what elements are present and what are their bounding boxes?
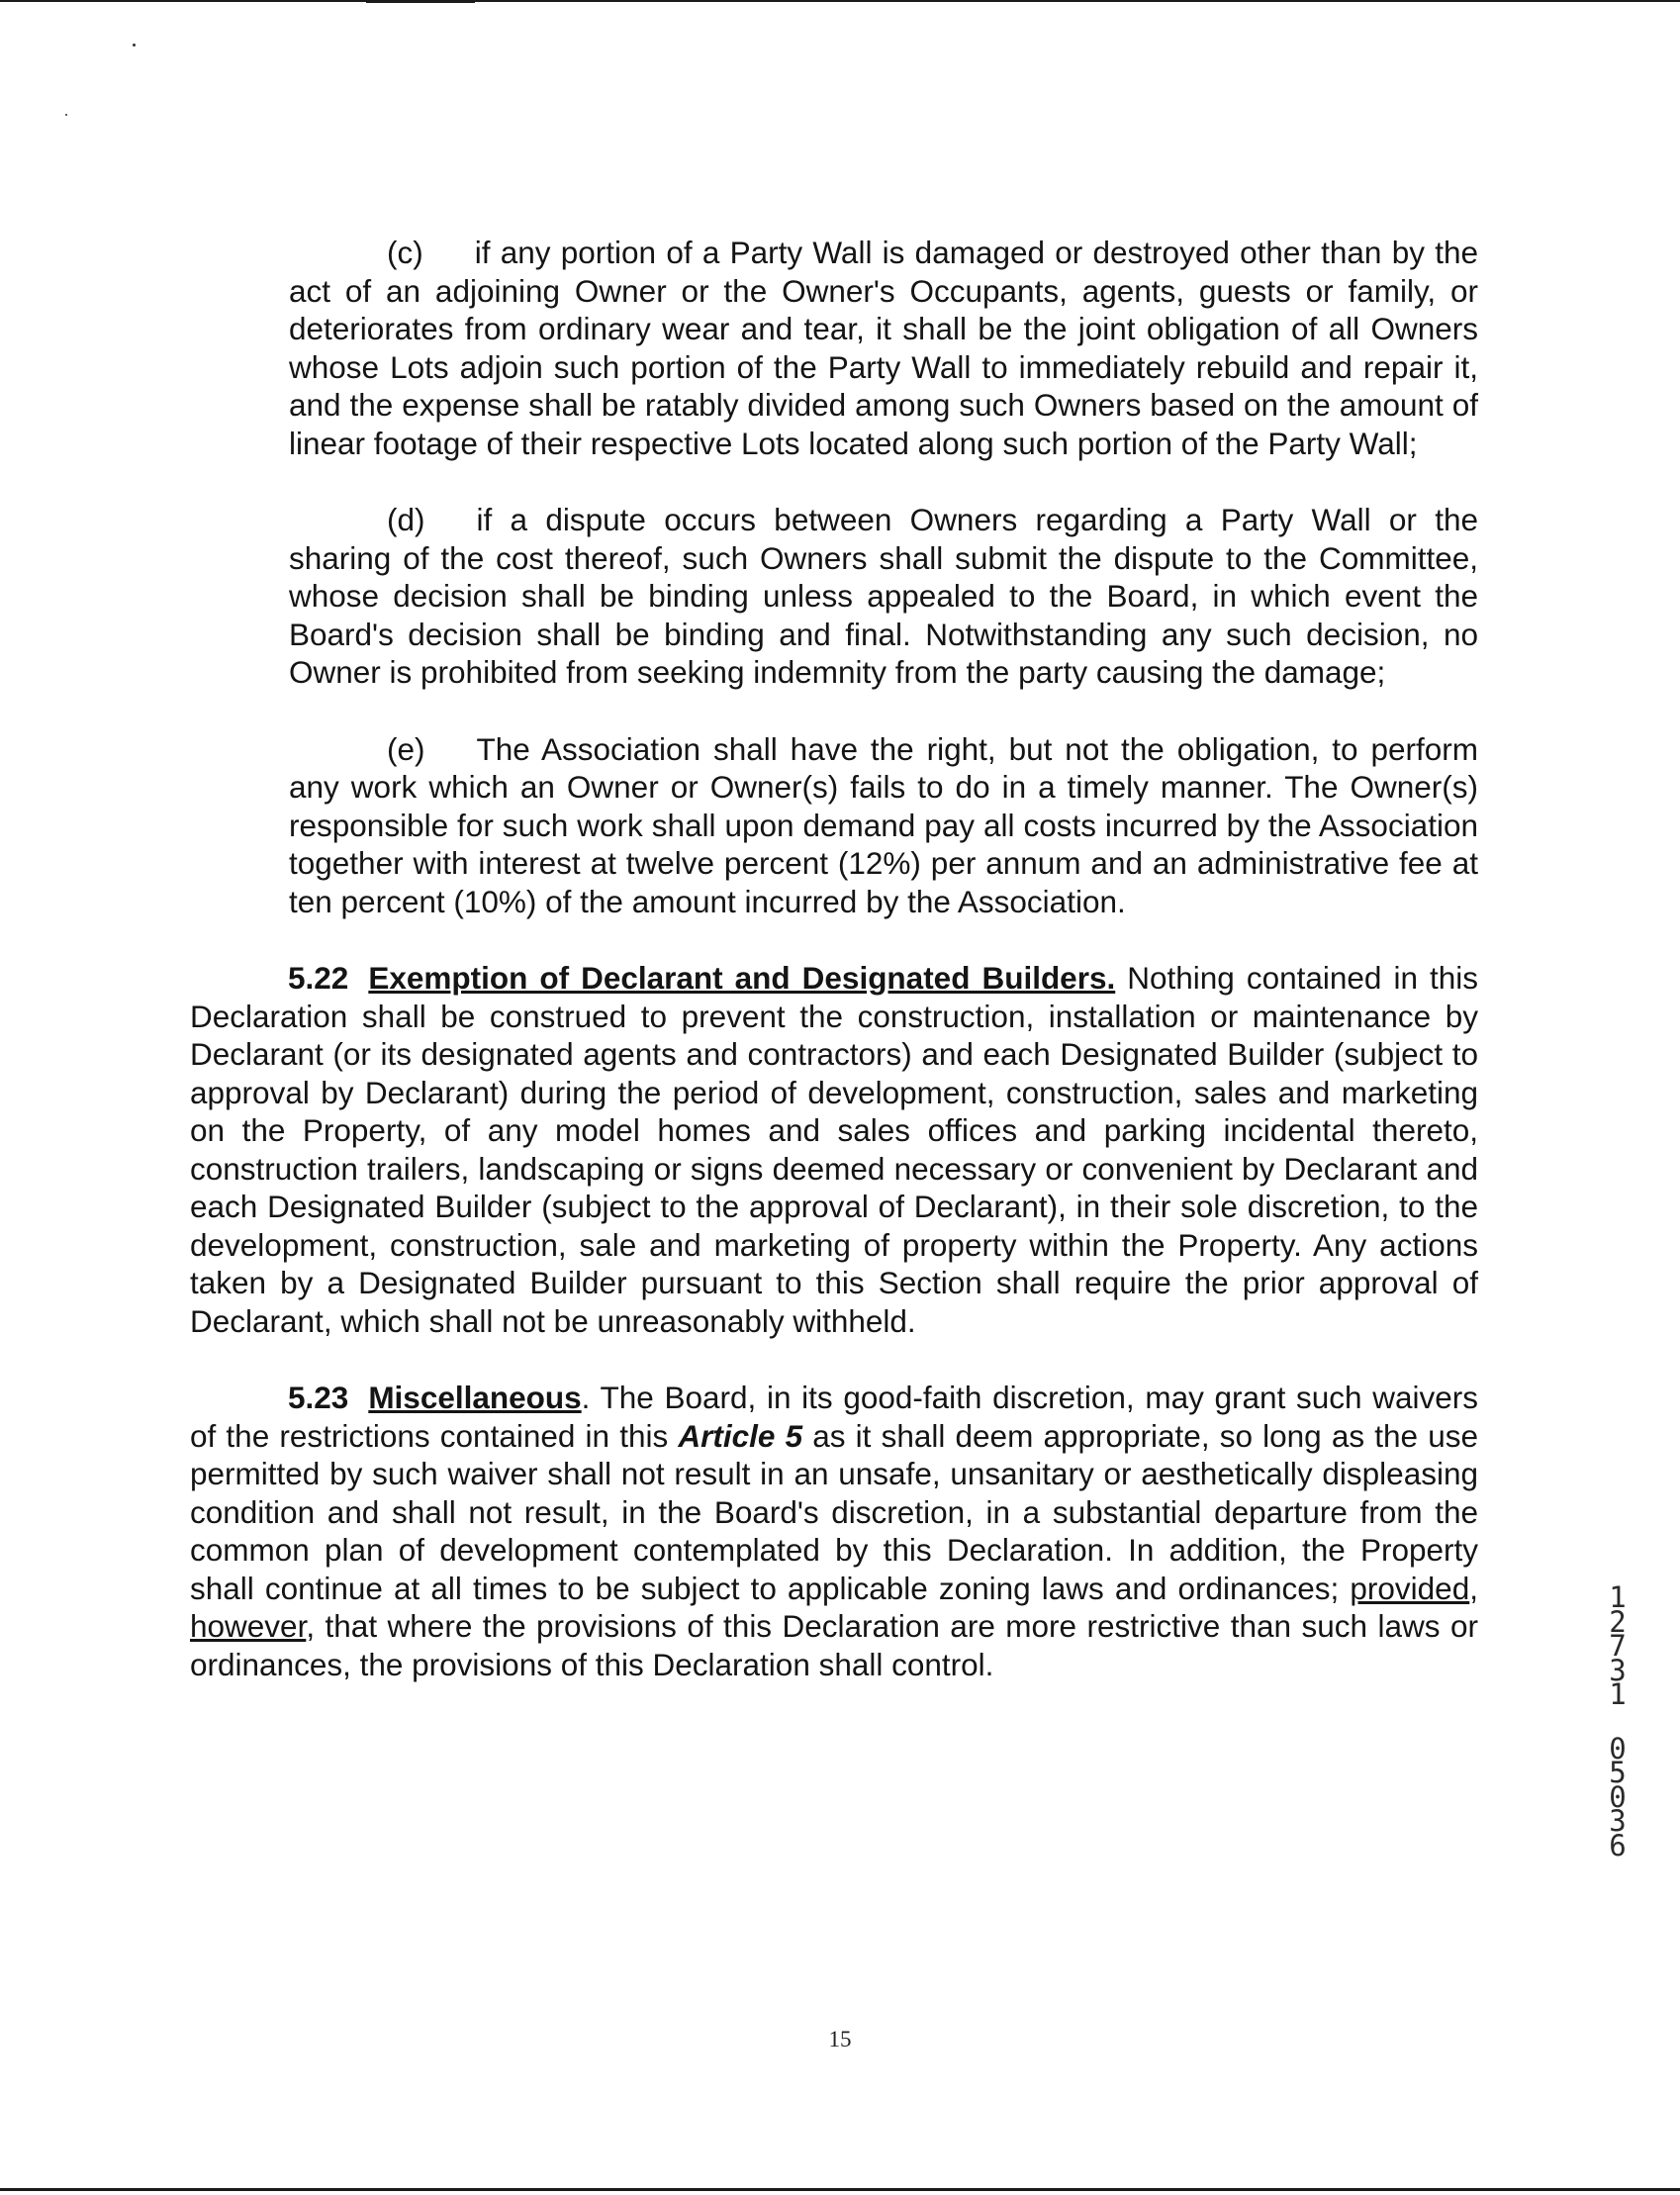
recording-stamp <box>1603 1580 1633 1862</box>
top-edge-mark <box>366 0 475 3</box>
article-5-reference: Article 5 <box>678 1417 803 1454</box>
section-5-23-number: 5.23 <box>288 1380 349 1415</box>
section-5-23-text-3: , that where the provisions of this Declaration are more restrictive than such laws or ordinances, the provisions of this Declaration shall control. <box>190 1608 1478 1682</box>
section-5-23 <box>190 1379 1478 1683</box>
paragraph-d-text: if a dispute occurs between Owners regarding a Party Wall or the sharing of the cost thereof, such Owners shall submit the dispute to the Committee, whose decision shall be binding unless appealed to the Board, in which event the Board's decision shall be binding and final. Notwithstanding any such decision, no Owner is prohibited from seeking indemnity from the party causing the damage; <box>289 502 1478 690</box>
stamp-digit: 2 <box>1609 1604 1627 1639</box>
scan-speck <box>65 114 67 116</box>
section-5-23-title: Miscellaneous <box>368 1380 582 1415</box>
paragraph-e-label: (e) <box>387 730 425 767</box>
top-edge-rule <box>0 0 1680 2</box>
stamp-digit: 1 <box>1609 1677 1627 1711</box>
provided-term: provided <box>1350 1570 1470 1606</box>
stamp-digit: 5 <box>1609 1756 1627 1789</box>
provided-comma: , <box>1469 1570 1478 1606</box>
paragraph-c-text: if any portion of a Party Wall is damaged or destroyed other than by the act of an adjoining Owner or the Owner's Occupants, agents, guests or family, or deteriorates from ordinary wear and tear, it shall be the joint obligation of all Owners whose Lots adjoin such portion of the Party Wall to immediately rebuild and repair it, and the expense shall be ratably divided among such Owners based on the amount of linear footage of their respective Lots located along such portion of the Party Wall; <box>289 235 1478 461</box>
paragraph-d <box>289 501 1478 692</box>
section-5-22 <box>190 959 1478 1340</box>
section-5-23-title-punct: . <box>581 1380 591 1415</box>
paragraph-e-text: The Association shall have the right, but not the obligation, to perform any work which an Owner or Owner(s) fails to do in a timely manner. The Owner(s) responsible for such work shall upon demand pay all costs incurred by the Association together with interest at twelve percent (12%) per annum and an administrative fee at ten percent (10%) of the amount incurred by the Association. <box>289 730 1478 919</box>
stamp-digit: 3 <box>1609 1653 1627 1687</box>
document-body <box>190 234 1478 1683</box>
section-5-23-text-2: as it shall deem appropriate, so long as the use permitted by such waiver shall not result in an unsafe, unsanitary or aesthetically displeasing condition and shall not result, in the Board's discretion, in a substantial departure from the common plan of development contemplated by this Declaration. In addition, the Property shall continue at all times to be subject to applicable zoning laws and ordinances; <box>190 1417 1478 1606</box>
paragraph-c-label: (c) <box>387 235 423 270</box>
stamp-digit: 0 <box>1609 1779 1627 1814</box>
stamp-digit: 0 <box>1609 1731 1627 1766</box>
paragraph-d-label: (d) <box>387 502 425 537</box>
section-5-22-text: Nothing contained in this Declaration shall be construed to prevent the construction, installation or maintenance by Declarant (or its designated agents and contractors) and each Designated Builder (subject to approval by Declarant) during the period of development, construction, sales and marketing on the Property, of any model homes and sales offices and parking incidental thereto, construction trailers, landscaping or signs deemed necessary or convenient by Declarant and each Designated Builder (subject to the approval of Declarant), in their sole discretion, to the development, construction, sale and marketing of property within the Property. Any actions taken by a Designated Builder pursuant to this Section shall require the prior approval of Declarant, which shall not be unreasonably withheld. <box>190 960 1478 1339</box>
section-5-22-number: 5.22 <box>288 960 349 996</box>
section-5-22-title: Exemption of Declarant and Designated Builders. <box>368 960 1116 996</box>
stamp-digit: 1 <box>1609 1580 1627 1614</box>
page-number: 15 <box>828 2027 852 2052</box>
section-5-23-text-1: The Board, in its good-faith discretion, may grant such waivers of the restrictions contained in this <box>190 1380 1478 1454</box>
paragraph-e <box>289 730 1478 921</box>
bottom-edge-rule <box>0 2188 1680 2191</box>
scan-speck <box>133 44 136 47</box>
stamp-digit: 3 <box>1609 1804 1627 1838</box>
however-term: however <box>190 1608 307 1644</box>
stamp-digit: 6 <box>1609 1828 1627 1862</box>
paragraph-c <box>289 234 1478 462</box>
stamp-digit: 7 <box>1609 1629 1627 1663</box>
